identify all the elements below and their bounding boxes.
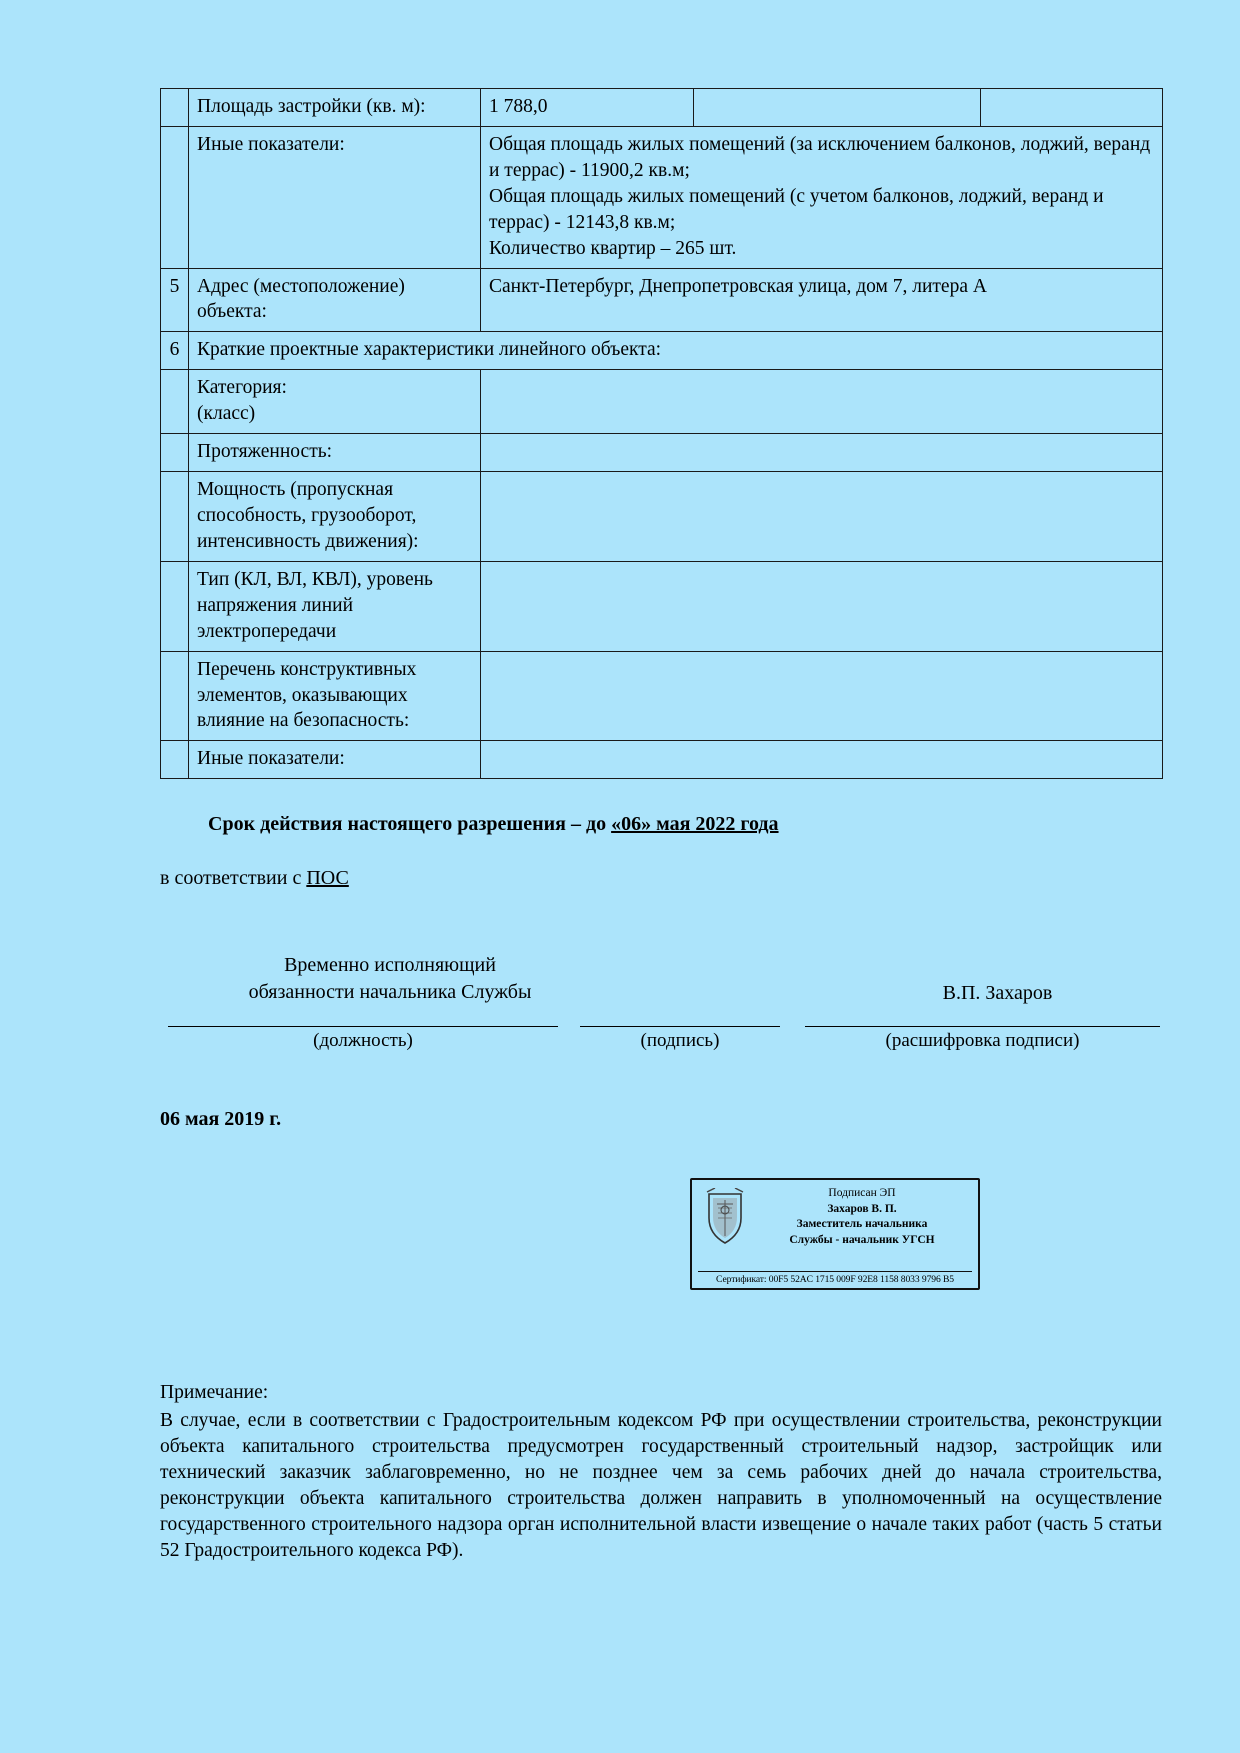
signatory-position-line-2: обязанности начальника Службы [248, 981, 532, 1004]
validity-term-line [208, 813, 1080, 836]
signatory-position [195, 952, 585, 1006]
row-value [481, 434, 1163, 472]
stamp-line-1: Подписан ЭП [828, 1187, 896, 1199]
document-date-dot: . [276, 1108, 282, 1131]
coat-of-arms-icon [698, 1186, 752, 1271]
label-line: (класс) [197, 403, 256, 425]
row-label: Иные показатели: [189, 126, 481, 268]
row-number: 6 [161, 332, 189, 370]
table-row [161, 561, 1163, 651]
signature-block [160, 952, 1080, 1064]
row-label [189, 651, 481, 741]
row-label-text: Площадь застройки (кв. м): [197, 96, 426, 117]
label-line: способность, грузооборот, [197, 504, 417, 526]
row-label [189, 370, 481, 434]
label-line: Тип (КЛ, ВЛ, КВЛ), уровень [197, 568, 433, 590]
row-label: Краткие проектные характеристики линейного объекта: [189, 332, 1163, 370]
row-number [161, 126, 189, 268]
table-row [161, 434, 1163, 472]
table-row [161, 651, 1163, 741]
row-value [481, 472, 1163, 562]
row-value [481, 651, 1163, 741]
row-value-extra-2 [981, 89, 1163, 127]
row-value: Санкт-Петербург, Днепропетровская улица, дом 7, литера А [481, 268, 1163, 332]
table-row [161, 89, 1163, 127]
stamp-line-4: Службы - начальник УГСН [789, 1233, 935, 1246]
row-label: Адрес (местоположение) объекта: [189, 268, 481, 332]
basis-prefix: в соответствии с [160, 867, 307, 890]
row-label: Иные показатели: [189, 741, 481, 779]
row-label [189, 89, 481, 127]
row-number [161, 370, 189, 434]
note-title: Примечание: [160, 1382, 269, 1403]
row-value [481, 561, 1163, 651]
value-line: Общая площадь жилых помещений (с учетом балконов, лоджий, веранд и террас) - 12143,8 кв.м; [489, 185, 1104, 233]
label-line: Перечень конструктивных [197, 658, 417, 680]
note-block [160, 1380, 1162, 1563]
row-number: 5 [161, 268, 189, 332]
basis-document: ПОС [306, 867, 349, 890]
stamp-certificate: Сертификат: 00F5 52AC 1715 009F 92E8 1158 8033 9796 B5 [698, 1271, 972, 1285]
document-date-value: 06 мая 2019 г [160, 1108, 277, 1131]
label-line: элементов, оказывающих [197, 684, 408, 706]
table-row [161, 370, 1163, 434]
electronic-signature-stamp [690, 1178, 980, 1290]
row-number [161, 89, 189, 127]
signature-rule-position [168, 1026, 558, 1027]
validity-term-prefix: Срок действия настоящего разрешения – до [208, 813, 612, 836]
stamp-body [698, 1186, 972, 1271]
row-value [481, 126, 1163, 268]
signature-rule-signature [580, 1026, 780, 1027]
caption-transcript: (расшифровка подписи) [885, 1030, 1080, 1052]
table-row [161, 268, 1163, 332]
label-line: Мощность (пропускная [197, 479, 394, 501]
label-line: интенсивность движения): [197, 530, 419, 552]
table-row [161, 332, 1163, 370]
row-number [161, 741, 189, 779]
basis-line [160, 867, 1080, 890]
table-row [161, 741, 1163, 779]
stamp-line-2: Захаров В. П. [827, 1202, 897, 1215]
signature-rule-transcript [805, 1026, 1160, 1027]
note-text: В случае, если в соответствии с Градостроительным кодексом РФ при осуществлении строительства, реконструкции объекта капитального строительства предусмотрен государственный строительный надзор, застройщик или технический заказчик заблаговременно, но не позднее чем за семь рабочих дней до начала строительства, реконструкции объекта капитального строительства должен направить в уполномоченный на осуществление государственного строительного надзора орган исполнительной власти извещение о начале таких работ (часть 5 статьи 52 Градостроительного кодекса РФ). [160, 1409, 1162, 1561]
row-label [189, 472, 481, 562]
table-row [161, 472, 1163, 562]
caption-position: (должность) [313, 1030, 413, 1052]
row-value [481, 370, 1163, 434]
signatory-name: В.П. Захаров [942, 982, 1053, 1005]
row-value-extra-1 [694, 89, 981, 127]
row-label: Протяженность: [189, 434, 481, 472]
row-number [161, 651, 189, 741]
label-line: электропередачи [197, 620, 337, 642]
document-date [160, 1108, 1080, 1131]
row-number [161, 561, 189, 651]
value-line: Количество квартир – 265 шт. [489, 237, 737, 259]
table-row [161, 126, 1163, 268]
validity-term-date: «06» мая 2022 года [611, 813, 779, 836]
stamp-line-3: Заместитель начальника [796, 1218, 928, 1231]
object-characteristics-table [160, 88, 1163, 779]
signatory-position-line-1: Временно исполняющий [284, 954, 496, 977]
label-line: влияние на безопасность: [197, 710, 410, 732]
row-number [161, 434, 189, 472]
row-label [189, 561, 481, 651]
value-line: Общая площадь жилых помещений (за исключением балконов, лоджий, веранд и террас) - 11900,2 кв.м; [489, 133, 1151, 181]
stamp-text [752, 1186, 972, 1271]
label-line: Категория: [197, 377, 287, 399]
row-value [481, 741, 1163, 779]
row-value: 1 788,0 [481, 89, 694, 127]
row-number [161, 472, 189, 562]
label-line: напряжения линий [197, 594, 354, 616]
caption-signature: (подпись) [640, 1030, 720, 1052]
